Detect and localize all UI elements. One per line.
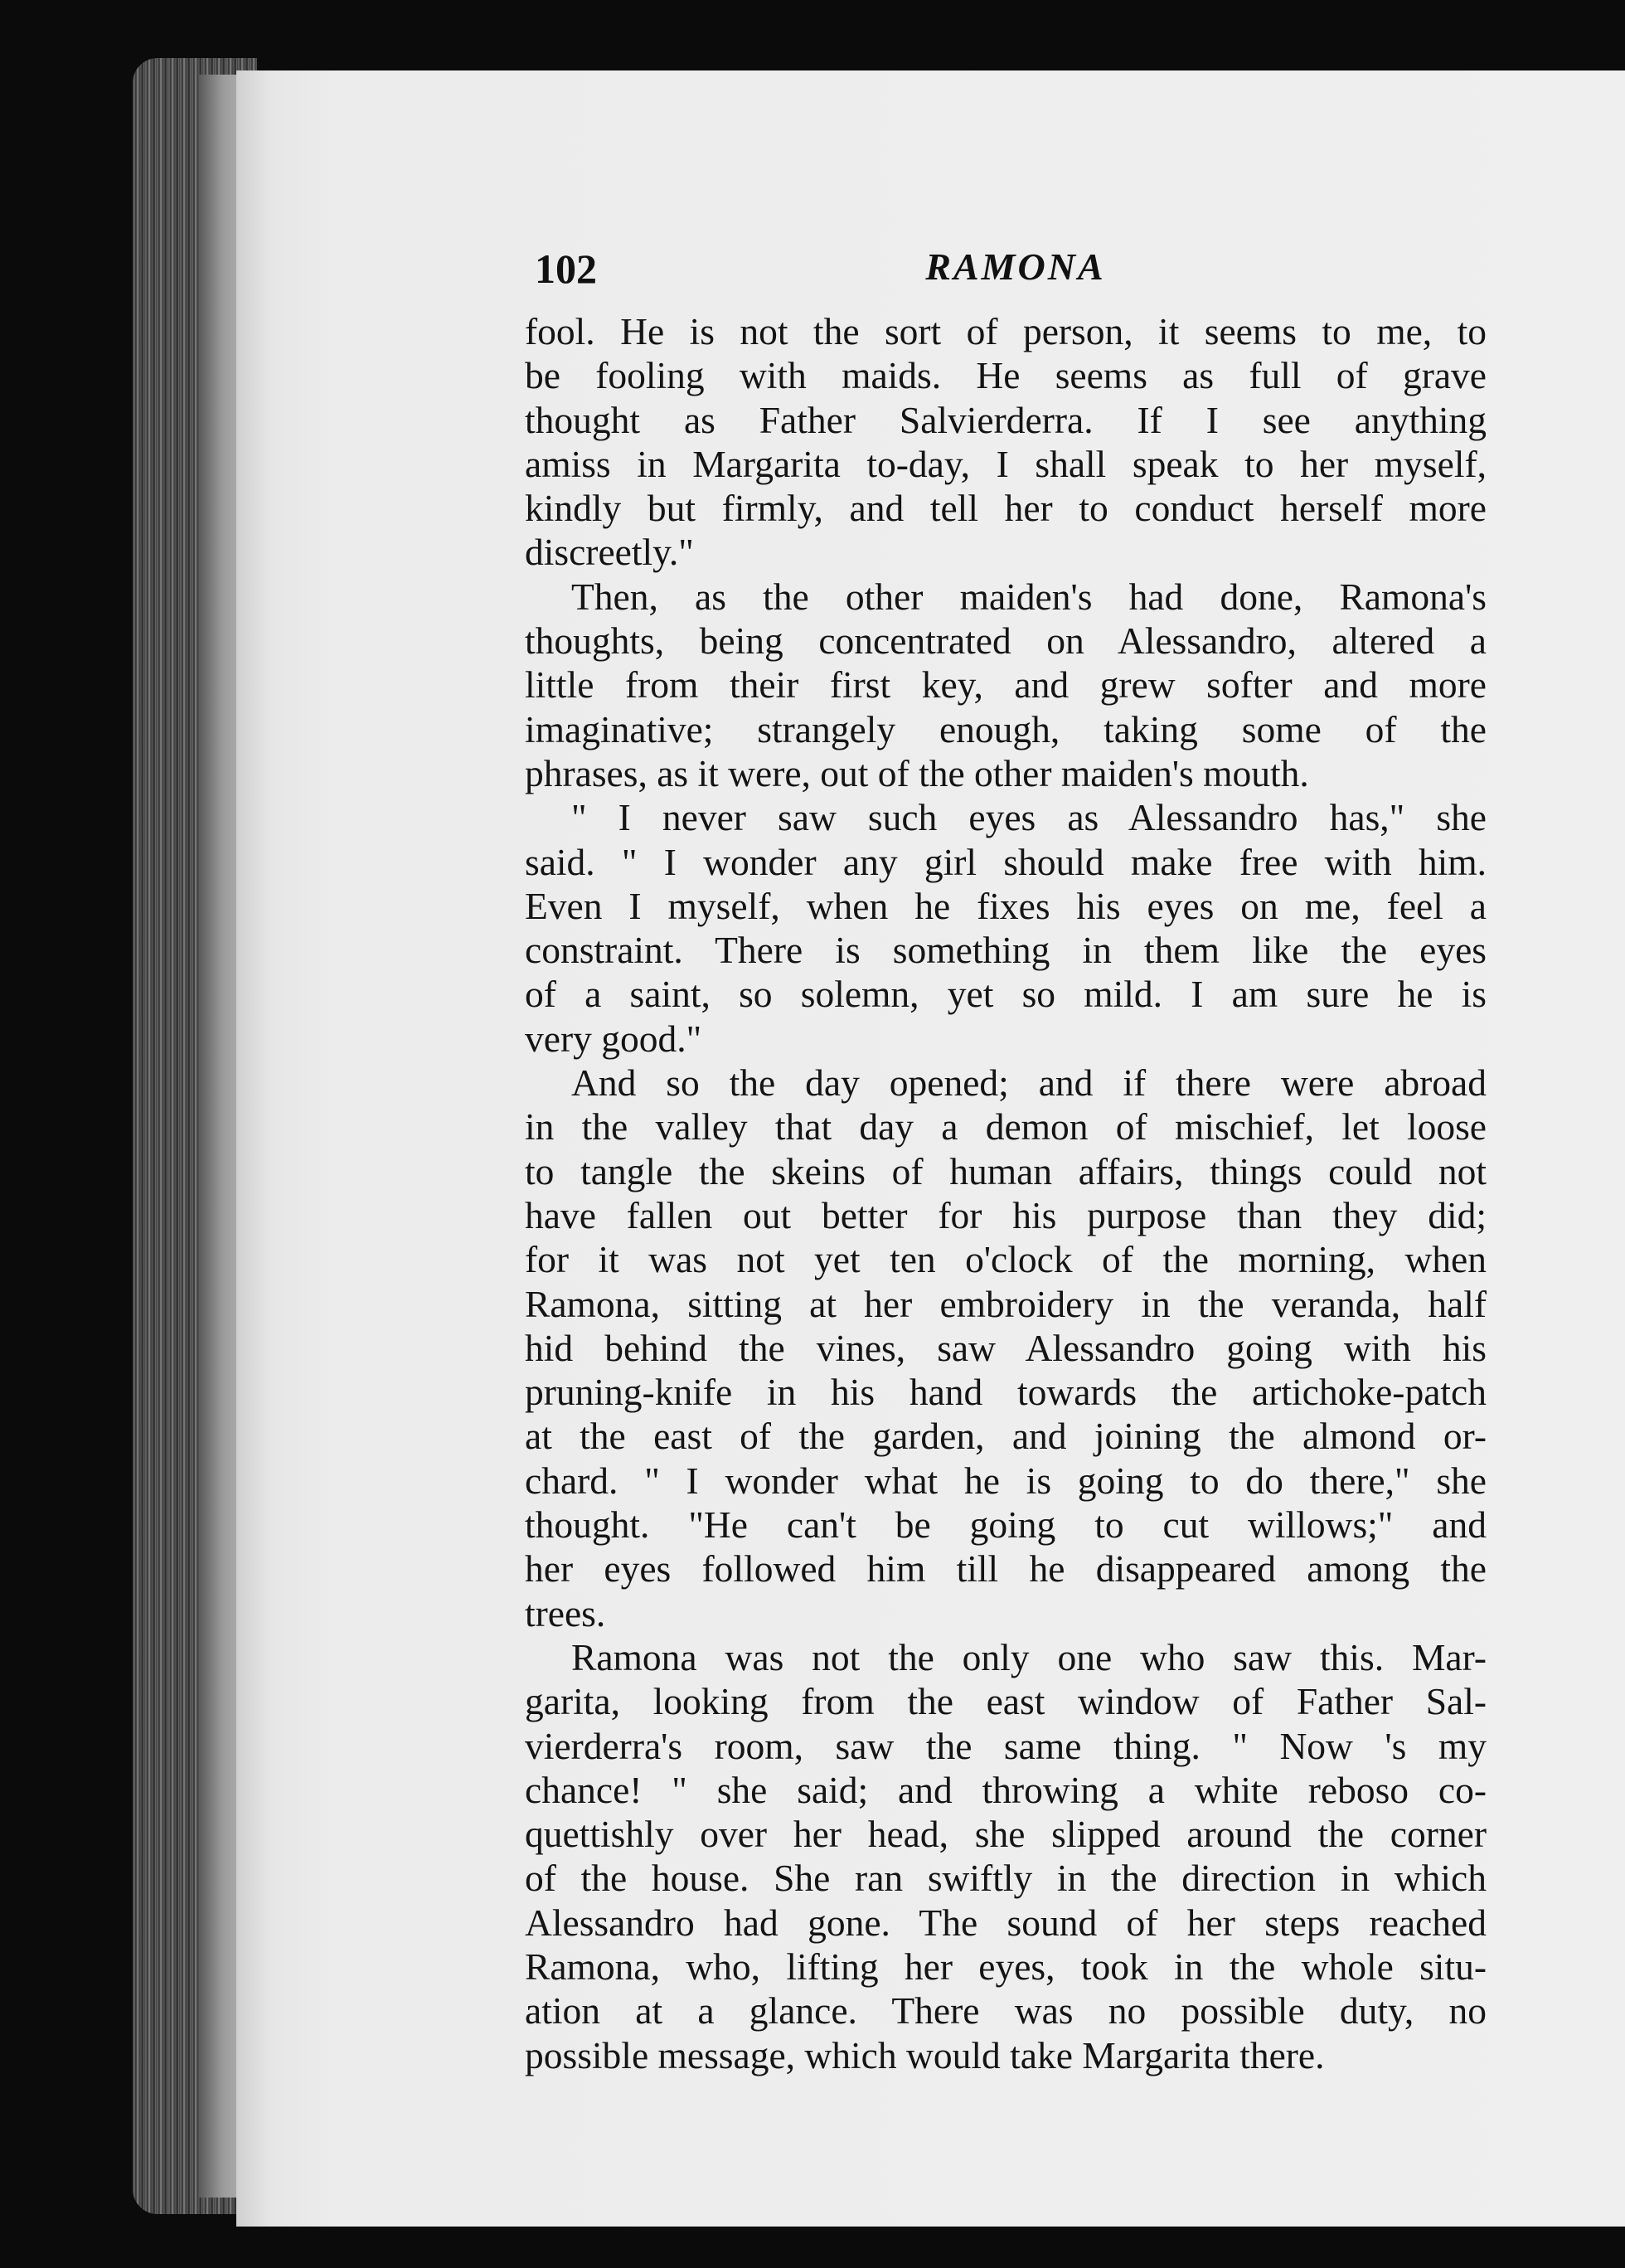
text-line: at the east of the garden, and joining the almond or- bbox=[525, 1415, 1487, 1458]
paragraph bbox=[525, 1635, 1487, 2077]
text-line: garita, looking from the east window of Father Sal- bbox=[525, 1680, 1487, 1723]
text-line: of a saint, so solemn, yet so mild. I am sure he is bbox=[525, 973, 1487, 1016]
text-line: fool. He is not the sort of person, it seems to me, to bbox=[525, 310, 1487, 352]
text-line: thought. "He can't be going to cut willows;" and bbox=[525, 1503, 1487, 1547]
text-line: her eyes followed him till he disappeared among the bbox=[525, 1547, 1487, 1591]
text-line: Ramona, who, lifting her eyes, took in the whole situ- bbox=[525, 1945, 1487, 1988]
paragraph bbox=[525, 575, 1487, 795]
body-text bbox=[525, 309, 1487, 2077]
text-line: be fooling with maids. He seems as full of grave bbox=[525, 354, 1487, 397]
text-line: in the valley that day a demon of mischief, let loose bbox=[525, 1105, 1487, 1149]
text-line: trees. bbox=[525, 1591, 606, 1634]
text-line: Even I myself, when he fixes his eyes on me, feel a bbox=[525, 884, 1487, 927]
text-line: Ramona, sitting at her embroidery in the veranda, half bbox=[525, 1282, 1487, 1325]
text-line: for it was not yet ten o'clock of the morning, when bbox=[525, 1238, 1487, 1281]
text-line: Ramona was not the only one who saw this. Mar- bbox=[571, 1635, 1487, 1678]
text-line: chance! " she said; and throwing a white reboso co- bbox=[525, 1768, 1487, 1811]
page-number: 102 bbox=[535, 245, 597, 292]
text-line: pruning-knife in his hand towards the artichoke-patch bbox=[525, 1371, 1487, 1414]
text-line: imaginative; strangely enough, taking some of the bbox=[525, 707, 1487, 750]
text-line: said. " I wonder any girl should make free with him. bbox=[525, 840, 1487, 883]
text-line: kindly but firmly, and tell her to conduct herself more bbox=[525, 487, 1487, 530]
text-line: hid behind the vines, saw Alessandro going with his bbox=[525, 1326, 1487, 1369]
text-line: discreetly." bbox=[525, 531, 694, 574]
paragraph bbox=[525, 309, 1487, 575]
text-line: thought as Father Salvierderra. If I see anything bbox=[525, 398, 1487, 441]
paragraph bbox=[525, 795, 1487, 1061]
text-line: have fallen out better for his purpose than they did; bbox=[525, 1193, 1487, 1236]
text-line: possible message, which would take Margarita there. bbox=[525, 2033, 1325, 2076]
text-line: phrases, as it were, out of the other maiden's mouth. bbox=[525, 751, 1309, 794]
text-line: of the house. She ran swiftly in the direction in which bbox=[525, 1857, 1487, 1900]
text-line: thoughts, being concentrated on Alessandro, altered a bbox=[525, 619, 1487, 663]
running-head-title: RAMONA bbox=[925, 245, 1106, 288]
text-line: very good." bbox=[525, 1017, 702, 1060]
text-line: " I never saw such eyes as Alessandro has," she bbox=[571, 796, 1487, 839]
text-line: vierderra's room, saw the same thing. " Now 's my bbox=[525, 1724, 1487, 1767]
text-line: Alessandro had gone. The sound of her steps reached bbox=[525, 1901, 1487, 1944]
text-line: And so the day opened; and if there were abroad bbox=[571, 1061, 1487, 1105]
text-line: little from their first key, and grew softer and more bbox=[525, 663, 1487, 707]
paragraph bbox=[525, 1061, 1487, 1635]
text-line: Then, as the other maiden's had done, Ramona's bbox=[571, 575, 1487, 618]
text-line: to tangle the skeins of human affairs, things could not bbox=[525, 1149, 1487, 1192]
page-header bbox=[535, 245, 1496, 303]
text-line: ation at a glance. There was no possible duty, no bbox=[525, 1989, 1487, 2032]
text-line: chard. " I wonder what he is going to do there," she bbox=[525, 1459, 1487, 1502]
text-line: constraint. There is something in them like the eyes bbox=[525, 929, 1487, 972]
text-line: amiss in Margarita to-day, I shall speak to her myself, bbox=[525, 442, 1487, 485]
text-line: quettishly over her head, she slipped around the corner bbox=[525, 1813, 1487, 1856]
